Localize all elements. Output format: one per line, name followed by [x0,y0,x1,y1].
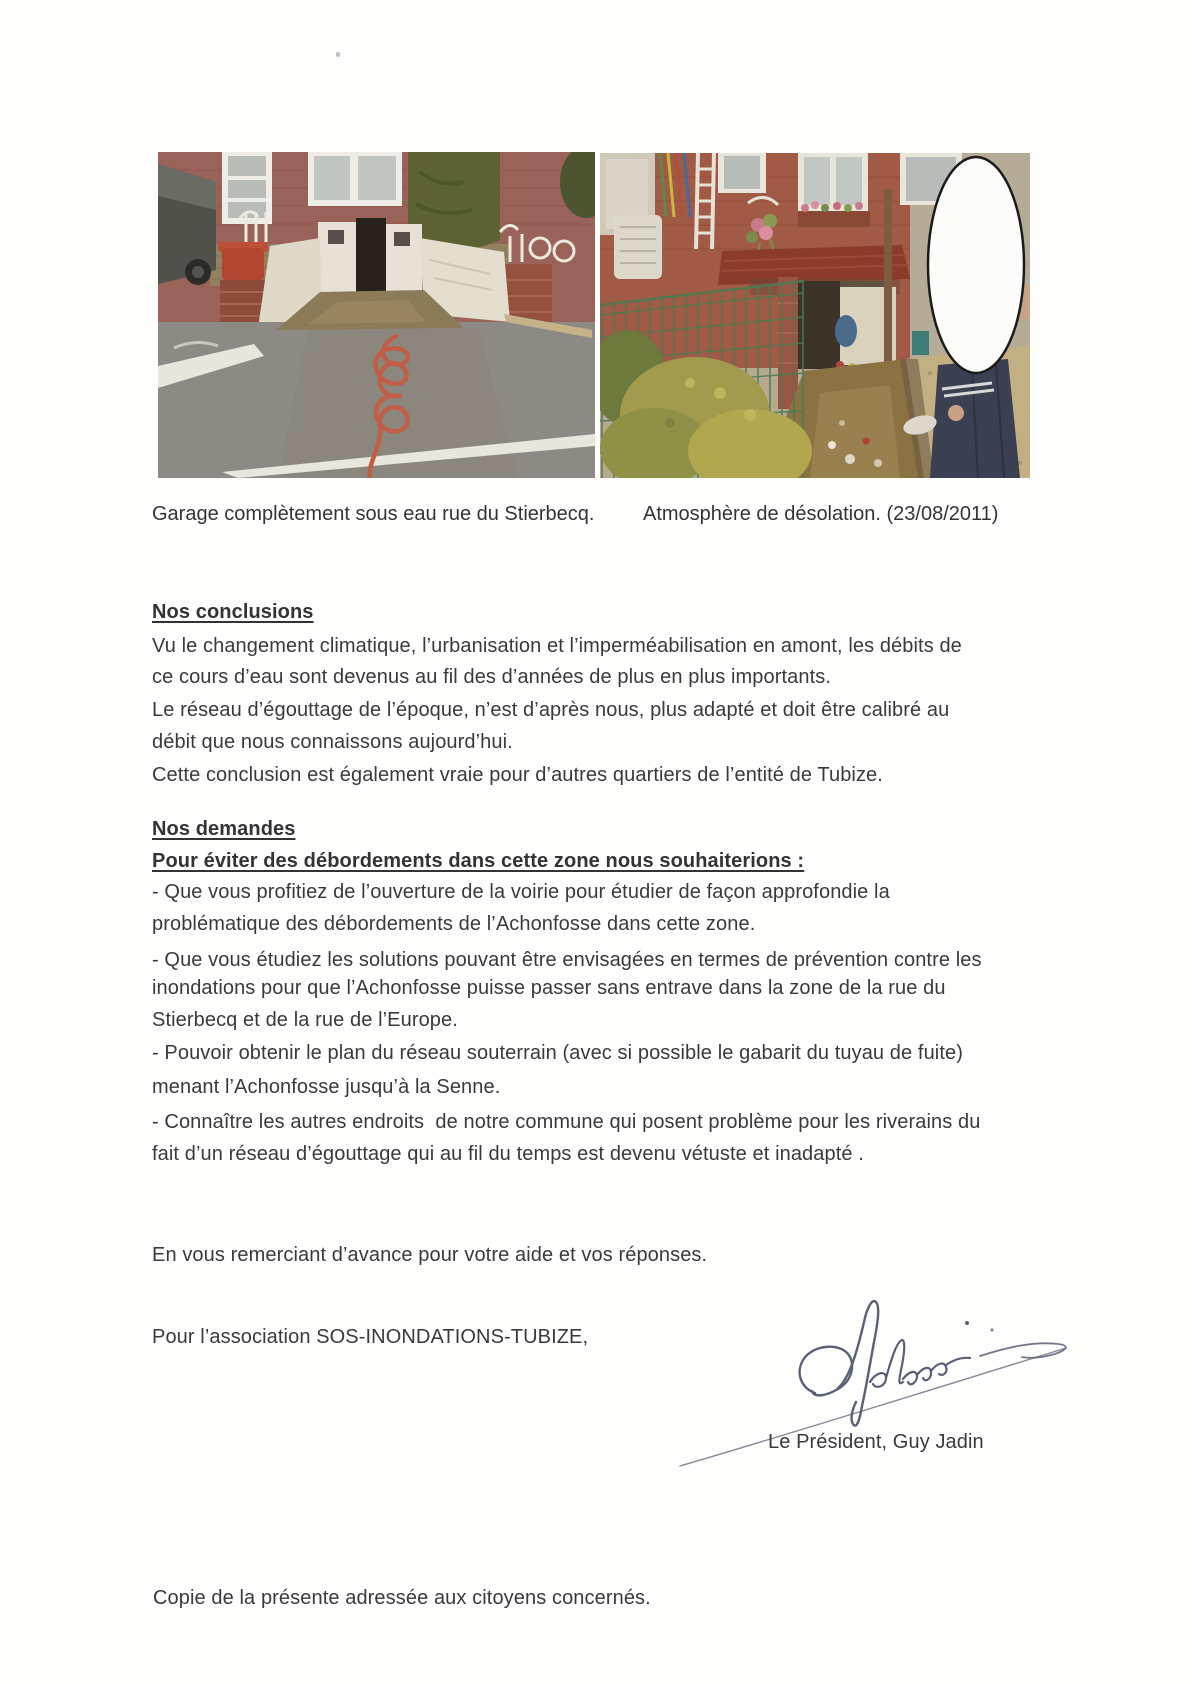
photo-desolation [600,153,1030,478]
body-line: Le réseau d’égouttage de l’époque, n’est d’après nous, plus adapté et doit être calibré au [152,699,950,721]
body-line: inondations pour que l’Achonfosse puisse passer sans entrave dans la zone de la rue du [152,977,946,999]
body-line: Vu le changement climatique, l’urbanisation et l’imperméabilisation en amont, les débits de [152,635,962,657]
demands-intro: Pour éviter des débordements dans cette zone nous souhaiterions : [152,850,805,872]
photo-flooded-garage [158,152,595,478]
flooded-garage-illustration [158,152,595,478]
body-line: - Que vous étudiez les solutions pouvant être envisagées en termes de prévention contre les [152,949,982,971]
closing-thanks: En vous remerciant d’avance pour votre aide et vos réponses. [152,1244,708,1266]
conclusions-heading: Nos conclusions [152,601,314,623]
window-flower-box [798,211,870,227]
closing-on-behalf: Pour l’association SOS-INONDATIONS-TUBIZE, [152,1326,589,1348]
body-line: débit que nous connaissons aujourd’hui. [152,731,513,753]
red-bin [222,248,264,280]
body-line: fait d’un réseau d’égouttage qui au fil du temps est devenu vétuste et inadapté . [152,1143,864,1165]
body-line: Cette conclusion est également vraie pour d’autres quartiers de l’entité de Tubize. [152,764,883,786]
dark-garage-doorway [356,218,386,302]
photo1-caption: Garage complètement sous eau rue du Stierbecq. [152,503,595,525]
scan-speck [336,52,340,57]
photo2-caption: Atmosphère de désolation. (23/08/2011) [643,503,999,525]
copy-note: Copie de la présente adressée aux citoyens concernés. [153,1587,651,1609]
blue-bucket [912,331,929,355]
body-line: ce cours d’eau sont devenus au fil des d’années de plus en plus importants. [152,666,832,688]
body-line: problématique des débordements de l’Achonfosse dans cette zone. [152,913,756,935]
anonymization-ellipse [928,157,1024,373]
body-line: menant l’Achonfosse jusqu’à la Senne. [152,1076,501,1098]
closing-signer: Le Président, Guy Jadin [768,1431,984,1453]
demands-heading: Nos demandes [152,818,296,840]
body-line: Stierbecq et de la rue de l’Europe. [152,1009,458,1031]
body-line: - Pouvoir obtenir le plan du réseau souterrain (avec si possible le gabarit du tuyau de fuite) [152,1042,963,1064]
white-chair [614,215,662,279]
desolation-illustration [600,153,1030,478]
body-line: - Connaître les autres endroits de notre commune qui posent problème pour les riverains du [152,1111,981,1133]
body-line: - Que vous profitiez de l’ouverture de la voirie pour étudier de façon approfondie la [152,881,890,903]
